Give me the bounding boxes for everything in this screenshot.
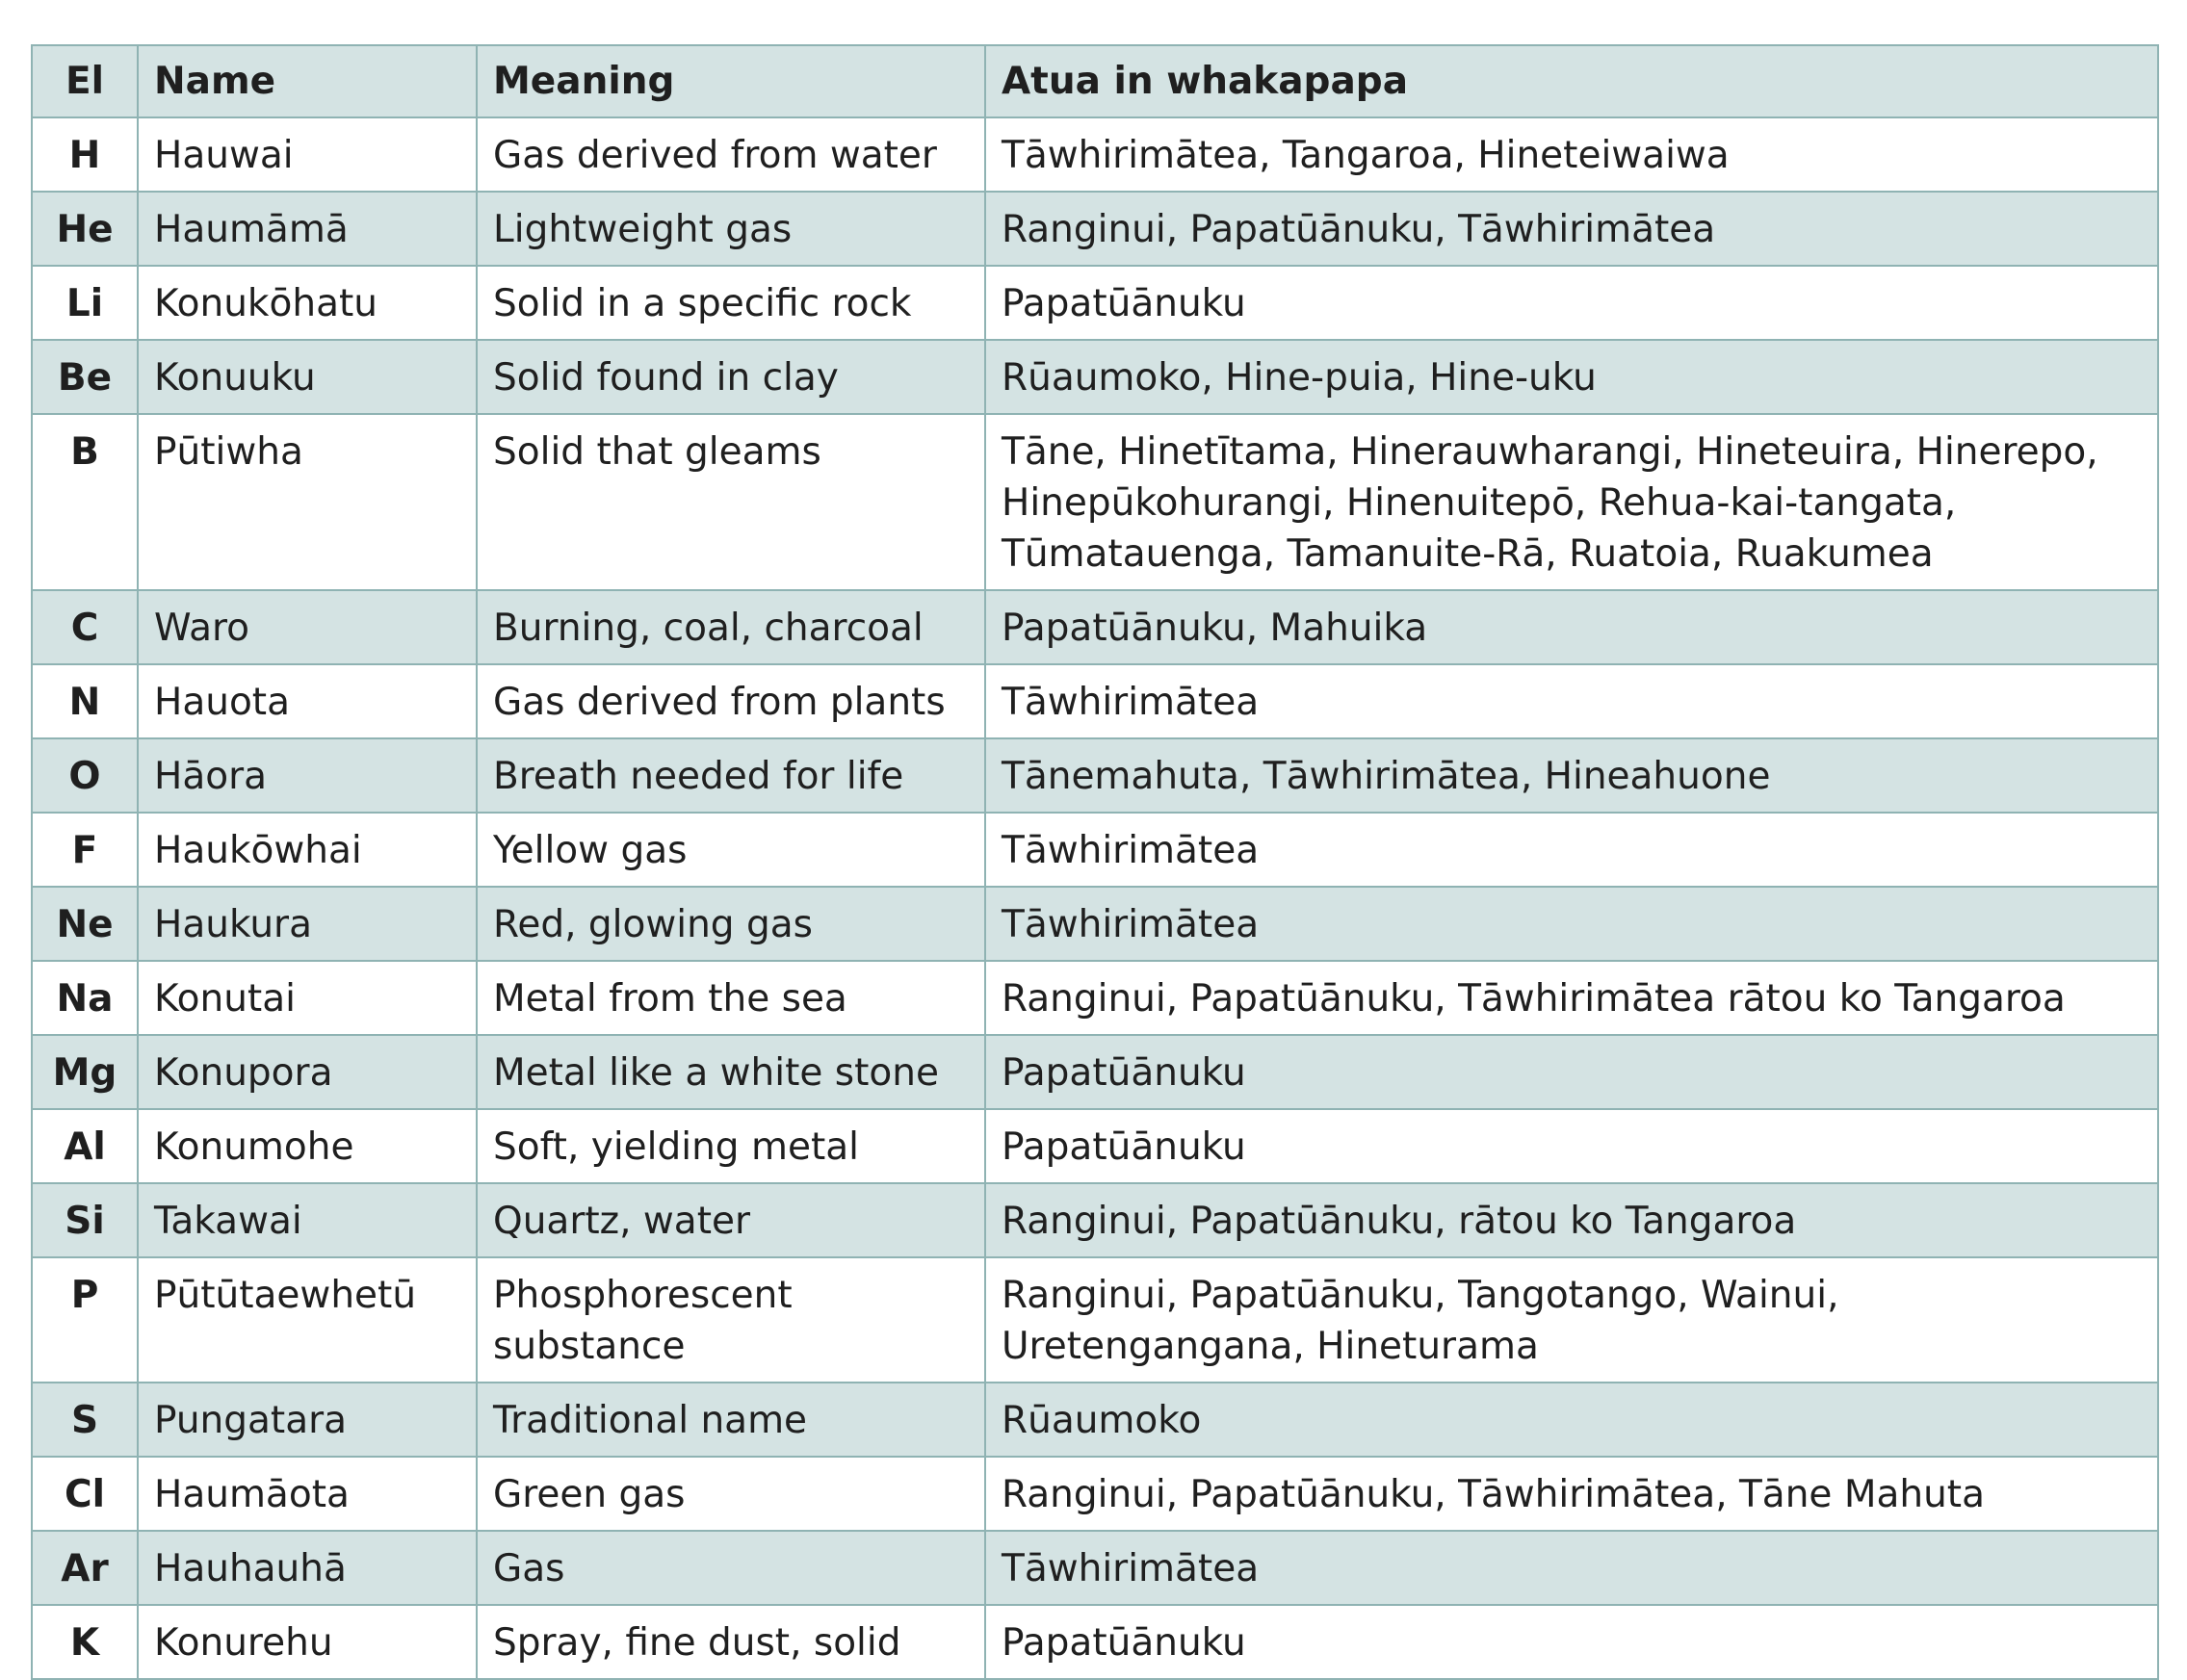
table-row bbox=[32, 1183, 2158, 1257]
element-meaning: Yellow gas bbox=[477, 813, 985, 887]
element-symbol: H bbox=[32, 117, 138, 192]
element-symbol: Cl bbox=[32, 1457, 138, 1531]
table-row bbox=[32, 664, 2158, 738]
element-atua bbox=[985, 117, 2158, 192]
element-symbol: C bbox=[32, 590, 138, 664]
element-atua bbox=[985, 340, 2158, 414]
element-meaning: Traditional name bbox=[477, 1383, 985, 1457]
header-atua: Atua in whakapapa bbox=[985, 45, 2158, 117]
element-meaning: Gas bbox=[477, 1531, 985, 1605]
element-name: Pūtūtaewhetū bbox=[138, 1257, 477, 1383]
element-name: Haumāota bbox=[138, 1457, 477, 1531]
element-meaning: Solid that gleams bbox=[477, 414, 985, 590]
element-meaning: Burning, coal, charcoal bbox=[477, 590, 985, 664]
atua-line: Papatūānuku bbox=[1002, 282, 1246, 325]
element-atua bbox=[985, 738, 2158, 813]
atua-line: Uretengangana, Hineturama bbox=[1002, 1325, 1539, 1368]
element-atua bbox=[985, 664, 2158, 738]
element-atua bbox=[985, 961, 2158, 1035]
element-symbol: Li bbox=[32, 266, 138, 340]
table-row bbox=[32, 1035, 2158, 1109]
element-meaning: Gas derived from water bbox=[477, 117, 985, 192]
atua-line: Tāwhirimātea bbox=[1002, 681, 1260, 724]
element-name: Haukura bbox=[138, 887, 477, 961]
element-atua bbox=[985, 1257, 2158, 1383]
table-row bbox=[32, 1109, 2158, 1183]
element-name: Hauwai bbox=[138, 117, 477, 192]
element-atua bbox=[985, 813, 2158, 887]
table-row bbox=[32, 117, 2158, 192]
element-symbol: P bbox=[32, 1257, 138, 1383]
element-meaning: Gas derived from plants bbox=[477, 664, 985, 738]
table-row bbox=[32, 192, 2158, 266]
atua-line: Rūaumoko bbox=[1002, 1399, 1202, 1442]
element-symbol: O bbox=[32, 738, 138, 813]
element-name: Pūtiwha bbox=[138, 414, 477, 590]
element-symbol: S bbox=[32, 1383, 138, 1457]
element-symbol: F bbox=[32, 813, 138, 887]
element-symbol: Mg bbox=[32, 1035, 138, 1109]
element-atua bbox=[985, 1531, 2158, 1605]
table-row bbox=[32, 813, 2158, 887]
table-row bbox=[32, 266, 2158, 340]
atua-line: Papatūānuku bbox=[1002, 1051, 1246, 1095]
element-atua bbox=[985, 1383, 2158, 1457]
element-symbol: K bbox=[32, 1605, 138, 1679]
atua-line: Papatūānuku, Mahuika bbox=[1002, 607, 1428, 650]
atua-line: Tāne, Hinetītama, Hinerauwharangi, Hineteuira, Hinerepo, bbox=[1002, 430, 2098, 474]
table-row bbox=[32, 414, 2158, 590]
table-row bbox=[32, 590, 2158, 664]
element-symbol: Ar bbox=[32, 1531, 138, 1605]
atua-line: Rūaumoko, Hine-puia, Hine-uku bbox=[1002, 356, 1597, 400]
header-el: El bbox=[32, 45, 138, 117]
element-meaning: Quartz, water bbox=[477, 1183, 985, 1257]
element-name: Takawai bbox=[138, 1183, 477, 1257]
atua-line: Tānemahuta, Tāwhirimātea, Hineahuone bbox=[1002, 755, 1771, 798]
atua-line: Tāwhirimātea bbox=[1002, 829, 1260, 872]
element-symbol: Al bbox=[32, 1109, 138, 1183]
element-name: Hauota bbox=[138, 664, 477, 738]
element-name: Konukōhatu bbox=[138, 266, 477, 340]
element-meaning: Breath needed for life bbox=[477, 738, 985, 813]
element-atua bbox=[985, 192, 2158, 266]
element-name: Pungatara bbox=[138, 1383, 477, 1457]
atua-line: Papatūānuku bbox=[1002, 1621, 1246, 1665]
table-row bbox=[32, 887, 2158, 961]
element-atua bbox=[985, 590, 2158, 664]
element-atua bbox=[985, 1605, 2158, 1679]
atua-line: Tūmatauenga, Tamanuite-Rā, Ruatoia, Ruakumea bbox=[1002, 532, 1934, 576]
table-header-row bbox=[32, 45, 2158, 117]
atua-line: Hinepūkohurangi, Hinenuitepō, Rehua-kai-tangata, bbox=[1002, 481, 1957, 525]
element-atua bbox=[985, 1109, 2158, 1183]
element-meaning: Solid in a specific rock bbox=[477, 266, 985, 340]
element-name: Konurehu bbox=[138, 1605, 477, 1679]
element-symbol: Be bbox=[32, 340, 138, 414]
atua-line: Tāwhirimātea bbox=[1002, 1547, 1260, 1590]
header-meaning: Meaning bbox=[477, 45, 985, 117]
element-symbol: He bbox=[32, 192, 138, 266]
table-row bbox=[32, 1257, 2158, 1383]
element-atua bbox=[985, 1457, 2158, 1531]
element-meaning: Phosphorescent substance bbox=[477, 1257, 985, 1383]
atua-line: Ranginui, Papatūānuku, Tangotango, Wainui, bbox=[1002, 1274, 1839, 1317]
table-row bbox=[32, 1605, 2158, 1679]
element-name: Waro bbox=[138, 590, 477, 664]
header-name: Name bbox=[138, 45, 477, 117]
atua-line: Papatūānuku bbox=[1002, 1125, 1246, 1169]
table-row bbox=[32, 1383, 2158, 1457]
atua-line: Ranginui, Papatūānuku, Tāwhirimātea, Tāne Mahuta bbox=[1002, 1473, 1985, 1516]
table-body bbox=[32, 117, 2158, 1679]
atua-line: Ranginui, Papatūānuku, Tāwhirimātea bbox=[1002, 208, 1716, 251]
element-meaning: Soft, yielding metal bbox=[477, 1109, 985, 1183]
element-name: Haukōwhai bbox=[138, 813, 477, 887]
element-meaning: Spray, fine dust, solid bbox=[477, 1605, 985, 1679]
atua-line: Ranginui, Papatūānuku, Tāwhirimātea rātou ko Tangaroa bbox=[1002, 977, 2066, 1021]
element-name: Hāora bbox=[138, 738, 477, 813]
element-symbol: Ne bbox=[32, 887, 138, 961]
element-name: Haumāmā bbox=[138, 192, 477, 266]
element-meaning: Lightweight gas bbox=[477, 192, 985, 266]
element-symbol: Na bbox=[32, 961, 138, 1035]
element-atua bbox=[985, 266, 2158, 340]
element-meaning: Metal like a white stone bbox=[477, 1035, 985, 1109]
table-row bbox=[32, 961, 2158, 1035]
element-name: Konupora bbox=[138, 1035, 477, 1109]
element-meaning: Solid found in clay bbox=[477, 340, 985, 414]
element-atua bbox=[985, 414, 2158, 590]
element-meaning: Green gas bbox=[477, 1457, 985, 1531]
element-name: Hauhauhā bbox=[138, 1531, 477, 1605]
element-name: Konuuku bbox=[138, 340, 477, 414]
atua-line: Tāwhirimātea bbox=[1002, 903, 1260, 946]
element-symbol: B bbox=[32, 414, 138, 590]
element-atua bbox=[985, 887, 2158, 961]
element-name: Konutai bbox=[138, 961, 477, 1035]
element-symbol: N bbox=[32, 664, 138, 738]
element-atua bbox=[985, 1035, 2158, 1109]
elements-table-container bbox=[31, 44, 2157, 1680]
table-row bbox=[32, 1457, 2158, 1531]
atua-line: Ranginui, Papatūānuku, rātou ko Tangaroa bbox=[1002, 1200, 1797, 1243]
element-symbol: Si bbox=[32, 1183, 138, 1257]
elements-table bbox=[31, 44, 2159, 1680]
atua-line: Tāwhirimātea, Tangaroa, Hineteiwaiwa bbox=[1002, 134, 1730, 177]
element-name: Konumohe bbox=[138, 1109, 477, 1183]
element-meaning: Metal from the sea bbox=[477, 961, 985, 1035]
table-row bbox=[32, 1531, 2158, 1605]
table-row bbox=[32, 340, 2158, 414]
element-meaning: Red, glowing gas bbox=[477, 887, 985, 961]
table-row bbox=[32, 738, 2158, 813]
element-atua bbox=[985, 1183, 2158, 1257]
